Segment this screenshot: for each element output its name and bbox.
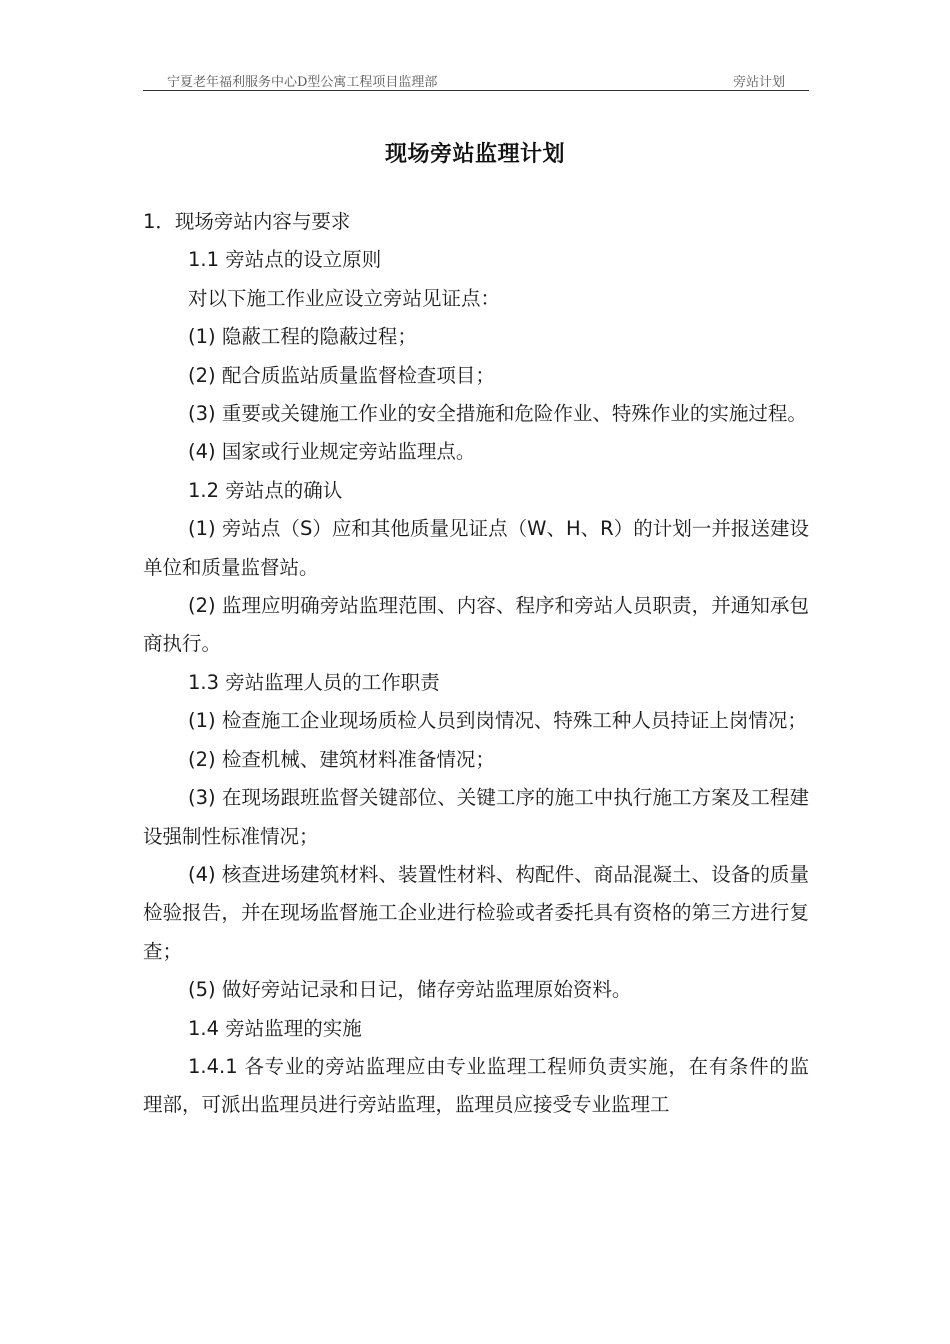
list-item: (5) 做好旁站记录和日记，储存旁站监理原始资料。 — [188, 978, 632, 1002]
page-header — [143, 70, 809, 91]
list-item: (2) 配合质监站质量监督检查项目； — [188, 363, 495, 387]
list-item: (4) 国家或行业规定旁站监理点。 — [188, 440, 476, 464]
paragraph: 1.4.1 各专业的旁站监理应由专业监理工程师负责实施，在有条件的监理部，可派出监理员进行旁站监理，监理员应接受专业监理工 — [143, 1054, 809, 1117]
list-item: (2) 检查机械、建筑材料准备情况； — [188, 747, 495, 771]
subsection-heading: 1.1 旁站点的设立原则 — [188, 248, 382, 272]
list-item: (2) 监理应明确旁站监理范围、内容、程序和旁站人员职责，并通知承包商执行。 — [143, 594, 809, 656]
section-heading: 1．现场旁站内容与要求 — [143, 210, 351, 233]
subsection-heading: 1.3 旁站监理人员的工作职责 — [188, 670, 440, 694]
list-item: (1) 隐蔽工程的隐蔽过程； — [188, 325, 417, 349]
document-title: 现场旁站监理计划 — [384, 142, 565, 167]
subsection-heading: 1.4 旁站监理的实施 — [188, 1016, 362, 1040]
subsection-heading: 1.2 旁站点的确认 — [188, 478, 343, 502]
list-item: (3) 重要或关键施工作业的安全措施和危险作业、特殊作业的实施过程。 — [188, 402, 807, 426]
header-doc-type: 旁站计划 — [732, 75, 785, 90]
document-body — [143, 203, 809, 1125]
header-project-name: 宁夏老年福利服务中心D型公寓工程项目监理部 — [167, 75, 438, 90]
list-item: (4) 核查进场建筑材料、装置性材料、构配件、商品混凝土、设备的质量检验报告，并在现场监督施工企业进行检验或者委托具有资格的第三方进行复查； — [143, 862, 809, 963]
list-item: (1) 检查施工企业现场质检人员到岗情况、特殊工种人员持证上岗情况； — [188, 709, 807, 733]
list-item: (1) 旁站点（S）应和其他质量见证点（W、H、R）的计划一并报送建设单位和质量监督站。 — [143, 517, 809, 579]
list-item: (3) 在现场跟班监督关键部位、关键工序的施工中执行施工方案及工程建设强制性标准情况； — [143, 786, 809, 848]
paragraph: 对以下施工作业应设立旁站见证点： — [188, 286, 501, 310]
